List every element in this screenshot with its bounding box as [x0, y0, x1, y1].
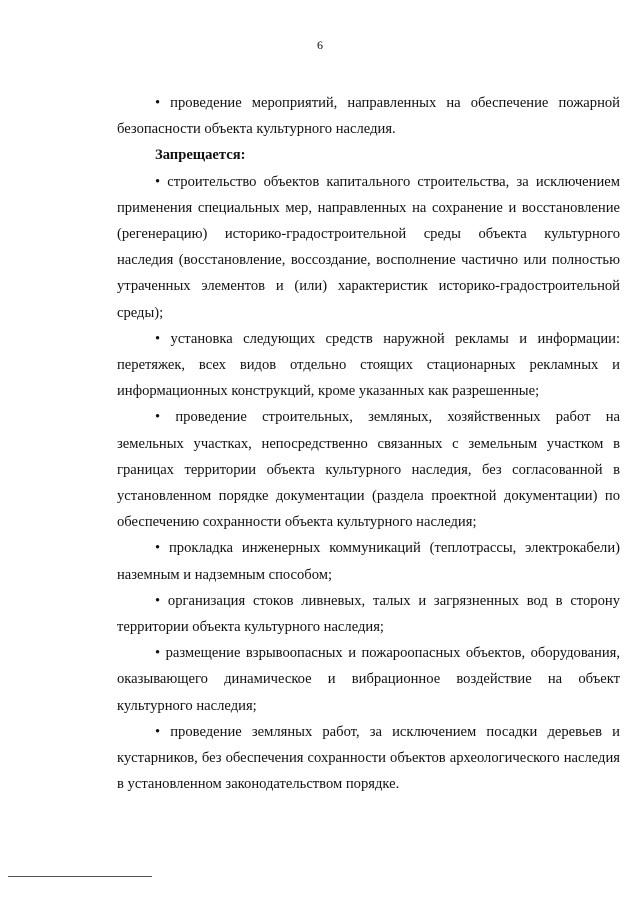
list-item-hazardous-objects: • размещение взрывоопасных и пожароопасных объектов, оборудования, оказывающего динамическое и вибрационное воздействие на объект культурного наследия; [117, 645, 620, 714]
list-item-engineering-communications: • прокладка инженерных коммуникаций (теплотрассы, электрокабели) наземным и надземным способом; [117, 540, 620, 583]
list-item-outdoor-advertising: • установка следующих средств наружной рекламы и информации: перетяжек, всех видов отдельно стоящих стационарных рекламных и информационных конструкций, кроме указанных как разрешенные; [117, 330, 620, 400]
list-item-water-drainage: • организация стоков ливневых, талых и загрязненных вод в сторону территории объекта культурного наследия; [117, 592, 620, 636]
footer-divider [8, 876, 152, 877]
list-item-earthworks: • проведение земляных работ, за исключением посадки деревьев и кустарников, без обеспечения сохранности объектов археологического наследия в установленном законодательством порядке. [117, 723, 620, 793]
list-item-construction-works: • проведение строительных, земляных, хозяйственных работ на земельных участках, непосредственно связанных с земельным участком в границах территории объекта культурного наследия, без согласованной в установленном порядке документации (раздела проектной документации) по обеспечению сохранности объекта культурного наследия; [117, 409, 620, 531]
list-item-fire-safety: • проведение мероприятий, направленных на обеспечение пожарной безопасности объекта культурного наследия. [117, 95, 620, 138]
list-item-capital-construction: • строительство объектов капитального строительства, за исключением применения специальных мер, направленных на сохранение и восстановление (регенерацию) историко-градостроительной среды объекта культурного наследия (восстановление, воссоздание, восполнение частично или полностью утраченных элементов и (или) характеристик историко-градостроительной среды); [117, 173, 620, 321]
section-heading-prohibited: Запрещается: [155, 147, 246, 164]
page-number: 6 [317, 38, 323, 52]
document-body [117, 90, 620, 797]
